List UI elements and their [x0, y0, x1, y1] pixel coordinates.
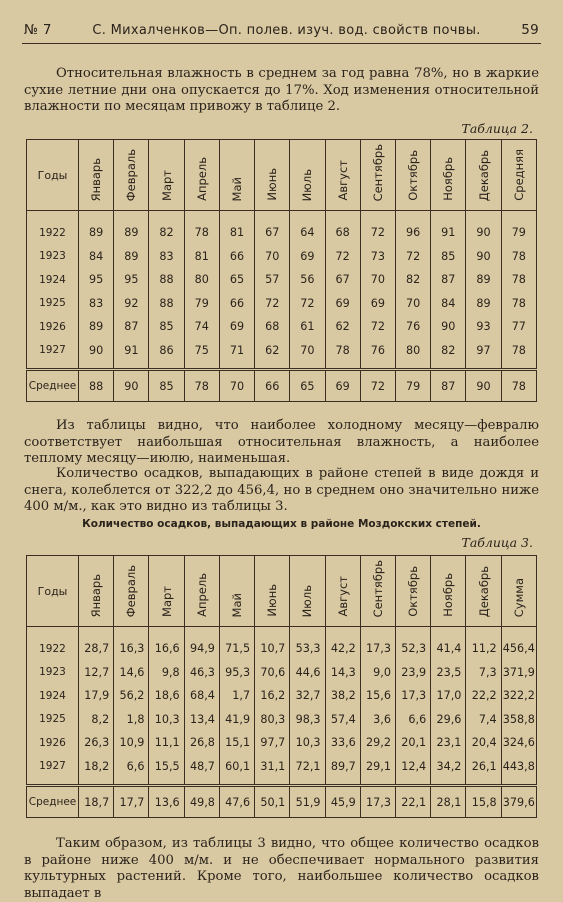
year-cell: 1925 — [27, 292, 79, 316]
table-cell: 22,1 — [395, 786, 430, 818]
table-cell: 22,2 — [466, 684, 501, 708]
table-row — [27, 684, 537, 708]
table-cell: 20,4 — [466, 731, 501, 755]
paragraph-humidity-intro: Относительная влажность в среднем за год равна 78%, но в жаркие сухие летние дни она опускается до 17%. Ход изменения относительной влажности по месяцам привожу в таблице 2. — [24, 66, 539, 114]
column-header — [114, 556, 149, 627]
table-cell: 10,7 — [255, 627, 290, 661]
column-header-years: Годы — [27, 556, 79, 627]
year-cell: 1923 — [27, 661, 79, 685]
table3-title: Количество осадков, выпадающих в районе Моздокских степей. — [82, 518, 481, 530]
table-cell: 72 — [360, 211, 395, 245]
table-cell: 96 — [395, 211, 430, 245]
table-cell: 68 — [255, 315, 290, 339]
paragraph-humidity-conclusion: Из таблицы видно, что наиболее холодному месяцу—февралю соответствует наибольшая относительная влажность, а наиболее теплому месяцу—июлю, наименьшая. — [24, 418, 539, 466]
column-header — [79, 140, 114, 211]
table-cell: 28,7 — [79, 627, 114, 661]
table-row — [27, 627, 537, 661]
table-cell: 94,9 — [184, 627, 219, 661]
column-header-label: Май — [229, 176, 244, 201]
column-header-label: Июнь — [265, 584, 280, 617]
column-header — [501, 140, 536, 211]
column-header — [114, 140, 149, 211]
table-cell: 15,8 — [466, 786, 501, 818]
table-cell: 78 — [184, 370, 219, 402]
table-cell: 68,4 — [184, 684, 219, 708]
table-cell: 79 — [501, 211, 536, 245]
table-cell: 87 — [114, 315, 149, 339]
table-cell: 26,8 — [184, 731, 219, 755]
table-cell: 7,4 — [466, 708, 501, 732]
table-cell: 85 — [149, 370, 184, 402]
year-cell: 1925 — [27, 708, 79, 732]
table-row — [27, 315, 537, 339]
table-cell: 20,1 — [395, 731, 430, 755]
table-cell: 88 — [149, 268, 184, 292]
column-header-label: Октябрь — [406, 566, 421, 617]
column-header — [395, 140, 430, 211]
table-cell: 65 — [219, 268, 254, 292]
table-cell: 29,1 — [360, 755, 395, 786]
table-cell: 17,3 — [360, 786, 395, 818]
table-row — [27, 211, 537, 245]
table-cell: 72 — [360, 370, 395, 402]
column-header — [395, 556, 430, 627]
column-header-label: Май — [229, 592, 244, 617]
table-cell: 80,3 — [255, 708, 290, 732]
year-cell: 1923 — [27, 245, 79, 269]
column-header-label: Июль — [300, 168, 315, 201]
column-header-label: Август — [335, 576, 350, 617]
table-cell: 76 — [395, 315, 430, 339]
column-header-label: Февраль — [124, 564, 139, 617]
table-cell: 90 — [466, 370, 501, 402]
table-cell: 60,1 — [219, 755, 254, 786]
table-cell: 72,1 — [290, 755, 325, 786]
table-cell: 78 — [184, 211, 219, 245]
table-row — [27, 708, 537, 732]
table-cell: 10,3 — [149, 708, 184, 732]
table-cell: 443,8 — [501, 755, 536, 786]
column-header — [501, 556, 536, 627]
table-cell: 68 — [325, 211, 360, 245]
table-cell: 15,1 — [219, 731, 254, 755]
table-cell: 67 — [325, 268, 360, 292]
table-cell: 93 — [466, 315, 501, 339]
table-cell: 15,6 — [360, 684, 395, 708]
table-cell: 50,1 — [255, 786, 290, 818]
table-cell: 15,5 — [149, 755, 184, 786]
table-cell: 69 — [325, 370, 360, 402]
table-cell: 66 — [219, 245, 254, 269]
table-cell: 1,7 — [219, 684, 254, 708]
table-cell: 28,1 — [431, 786, 466, 818]
table-cell: 16,3 — [114, 627, 149, 661]
table-cell: 41,9 — [219, 708, 254, 732]
year-cell: 1926 — [27, 731, 79, 755]
table-cell: 46,3 — [184, 661, 219, 685]
table-cell: 61 — [290, 315, 325, 339]
table-cell: 72 — [290, 292, 325, 316]
table-cell: 358,8 — [501, 708, 536, 732]
table-cell: 75 — [184, 339, 219, 370]
table-cell: 87 — [431, 370, 466, 402]
table-cell: 90 — [431, 315, 466, 339]
table-cell: 70 — [290, 339, 325, 370]
table2-caption: Таблица 2. — [461, 121, 533, 136]
table-cell: 78 — [501, 370, 536, 402]
table-cell: 12,7 — [79, 661, 114, 685]
table-cell: 67 — [255, 211, 290, 245]
table-cell: 97,7 — [255, 731, 290, 755]
table-cell: 31,1 — [255, 755, 290, 786]
table-row — [27, 339, 537, 370]
average-label: Среднее — [27, 786, 79, 818]
table-cell: 82 — [431, 339, 466, 370]
column-header — [360, 556, 395, 627]
paragraph-precipitation-conclusion: Таким образом, из таблицы 3 видно, что общее количество осадков в районе ниже 400 м/м. и не обеспечивает нормального развития культурных растений. Кроме того, наибольшее количество осадков выпадает в — [24, 836, 539, 901]
table-cell: 47,6 — [219, 786, 254, 818]
column-header — [79, 556, 114, 627]
table-cell: 78 — [325, 339, 360, 370]
table-cell: 70 — [395, 292, 430, 316]
table-cell: 57 — [255, 268, 290, 292]
table-cell: 44,6 — [290, 661, 325, 685]
table-cell: 89 — [466, 292, 501, 316]
table-cell: 72 — [360, 315, 395, 339]
table-row — [27, 731, 537, 755]
table3 — [26, 555, 537, 818]
table-cell: 9,8 — [149, 661, 184, 685]
table-cell: 78 — [501, 245, 536, 269]
table-cell: 82 — [149, 211, 184, 245]
table-cell: 26,3 — [79, 731, 114, 755]
table-cell: 74 — [184, 315, 219, 339]
table-cell: 83 — [79, 292, 114, 316]
table-cell: 72 — [395, 245, 430, 269]
table-cell: 17,0 — [431, 684, 466, 708]
column-header-label: Январь — [89, 157, 104, 201]
column-header — [219, 556, 254, 627]
table-cell: 78 — [501, 268, 536, 292]
column-header — [184, 140, 219, 211]
table-cell: 85 — [431, 245, 466, 269]
column-header-label: Декабрь — [476, 149, 491, 201]
table-row — [27, 268, 537, 292]
column-header — [360, 140, 395, 211]
average-row — [27, 370, 537, 402]
table-cell: 82 — [395, 268, 430, 292]
table-cell: 23,1 — [431, 731, 466, 755]
table-cell: 69 — [219, 315, 254, 339]
column-header — [466, 140, 501, 211]
column-header — [431, 556, 466, 627]
table-cell: 77 — [501, 315, 536, 339]
column-header-label: Июнь — [265, 168, 280, 201]
column-header — [325, 556, 360, 627]
table-cell: 70 — [360, 268, 395, 292]
column-header-label: Ноябрь — [441, 157, 456, 201]
table-cell: 70 — [255, 245, 290, 269]
table-cell: 88 — [79, 370, 114, 402]
table-cell: 79 — [395, 370, 430, 402]
table-cell: 62 — [255, 339, 290, 370]
running-title: С. Михалченков—Оп. полев. изуч. вод. свойств почвы. — [92, 23, 481, 38]
table-cell: 52,3 — [395, 627, 430, 661]
table-cell: 89 — [114, 211, 149, 245]
column-header — [149, 140, 184, 211]
table-cell: 379,6 — [501, 786, 536, 818]
average-row — [27, 786, 537, 818]
table2 — [26, 139, 537, 402]
table-cell: 95 — [79, 268, 114, 292]
table-cell: 18,2 — [79, 755, 114, 786]
table-cell: 17,7 — [114, 786, 149, 818]
table-cell: 89,7 — [325, 755, 360, 786]
table-cell: 34,2 — [431, 755, 466, 786]
column-header-label: Сентябрь — [370, 559, 385, 617]
table-cell: 85 — [149, 315, 184, 339]
table-cell: 66 — [219, 292, 254, 316]
table-cell: 81 — [219, 211, 254, 245]
column-header-label: Январь — [89, 573, 104, 617]
table-cell: 10,3 — [290, 731, 325, 755]
table-cell: 17,3 — [360, 627, 395, 661]
year-cell: 1922 — [27, 627, 79, 661]
table-cell: 17,9 — [79, 684, 114, 708]
table-cell: 29,2 — [360, 731, 395, 755]
column-header-label: Февраль — [124, 148, 139, 201]
column-header-label: Март — [159, 586, 174, 617]
table-cell: 70,6 — [255, 661, 290, 685]
table-cell: 79 — [184, 292, 219, 316]
column-header — [290, 556, 325, 627]
column-header — [431, 140, 466, 211]
table-cell: 17,3 — [395, 684, 430, 708]
column-header — [290, 140, 325, 211]
table-cell: 7,3 — [466, 661, 501, 685]
table-cell: 23,5 — [431, 661, 466, 685]
table-cell: 89 — [114, 245, 149, 269]
table-cell: 41,4 — [431, 627, 466, 661]
table-cell: 78 — [501, 339, 536, 370]
column-header-years: Годы — [27, 140, 79, 211]
table-cell: 95 — [114, 268, 149, 292]
table-cell: 1,8 — [114, 708, 149, 732]
table-cell: 51,9 — [290, 786, 325, 818]
table-cell: 10,9 — [114, 731, 149, 755]
column-header-label: Ноябрь — [441, 573, 456, 617]
column-header — [255, 556, 290, 627]
table-cell: 456,4 — [501, 627, 536, 661]
table-cell: 324,6 — [501, 731, 536, 755]
table-cell: 90 — [114, 370, 149, 402]
average-label: Среднее — [27, 370, 79, 402]
table-cell: 42,2 — [325, 627, 360, 661]
table-cell: 11,2 — [466, 627, 501, 661]
table-cell: 16,2 — [255, 684, 290, 708]
table-cell: 65 — [290, 370, 325, 402]
paragraph-precipitation-intro: Количество осадков, выпадающих в районе степей в виде дождя и снега, колеблется от 322,2 до 456,4, но в среднем оно значительно ниже 400 м/м., как это видно из таблицы 3. — [24, 466, 539, 514]
table-cell: 33,6 — [325, 731, 360, 755]
table-cell: 71,5 — [219, 627, 254, 661]
page-number: 59 — [521, 22, 539, 38]
table-cell: 29,6 — [431, 708, 466, 732]
column-header-label: Сентябрь — [370, 143, 385, 201]
table-cell: 48,7 — [184, 755, 219, 786]
table-cell: 95,3 — [219, 661, 254, 685]
table-cell: 69 — [325, 292, 360, 316]
table-cell: 92 — [114, 292, 149, 316]
table-cell: 69 — [360, 292, 395, 316]
table-cell: 9,0 — [360, 661, 395, 685]
table-cell: 12,4 — [395, 755, 430, 786]
year-cell: 1924 — [27, 684, 79, 708]
column-header-label: Октябрь — [406, 150, 421, 201]
table-cell: 26,1 — [466, 755, 501, 786]
table-cell: 70 — [219, 370, 254, 402]
table-row — [27, 755, 537, 786]
table-cell: 90 — [466, 211, 501, 245]
table-cell: 14,6 — [114, 661, 149, 685]
table-cell: 89 — [79, 211, 114, 245]
table-cell: 371,9 — [501, 661, 536, 685]
column-header-label: Сумма — [511, 577, 526, 617]
table-cell: 90 — [79, 339, 114, 370]
year-cell: 1926 — [27, 315, 79, 339]
table-cell: 87 — [431, 268, 466, 292]
column-header — [325, 140, 360, 211]
table-cell: 14,3 — [325, 661, 360, 685]
table-cell: 91 — [114, 339, 149, 370]
table-cell: 322,2 — [501, 684, 536, 708]
table-cell: 76 — [360, 339, 395, 370]
running-head — [24, 22, 539, 38]
table-cell: 88 — [149, 292, 184, 316]
table-cell: 64 — [290, 211, 325, 245]
issue-number: № 7 — [24, 22, 52, 38]
table-cell: 89 — [466, 268, 501, 292]
table-cell: 78 — [501, 292, 536, 316]
column-header — [466, 556, 501, 627]
table-cell: 13,6 — [149, 786, 184, 818]
column-header — [255, 140, 290, 211]
table-cell: 80 — [395, 339, 430, 370]
table-cell: 81 — [184, 245, 219, 269]
table-cell: 62 — [325, 315, 360, 339]
table-cell: 72 — [325, 245, 360, 269]
table3-caption: Таблица 3. — [461, 535, 533, 550]
table-cell: 6,6 — [114, 755, 149, 786]
table-cell: 53,3 — [290, 627, 325, 661]
column-header — [219, 140, 254, 211]
table-cell: 16,6 — [149, 627, 184, 661]
column-header-label: Средняя — [511, 149, 526, 201]
table-cell: 56,2 — [114, 684, 149, 708]
column-header-label: Апрель — [194, 573, 209, 617]
table-row — [27, 245, 537, 269]
column-header — [149, 556, 184, 627]
column-header-label: Август — [335, 160, 350, 201]
table-cell: 57,4 — [325, 708, 360, 732]
year-cell: 1927 — [27, 755, 79, 786]
table-cell: 98,3 — [290, 708, 325, 732]
header-rule — [22, 43, 541, 44]
column-header — [184, 556, 219, 627]
table-cell: 72 — [255, 292, 290, 316]
table-cell: 84 — [431, 292, 466, 316]
table-cell: 13,4 — [184, 708, 219, 732]
table-cell: 49,8 — [184, 786, 219, 818]
table-cell: 8,2 — [79, 708, 114, 732]
table-cell: 56 — [290, 268, 325, 292]
table-cell: 3,6 — [360, 708, 395, 732]
table-cell: 69 — [290, 245, 325, 269]
table-cell: 11,1 — [149, 731, 184, 755]
table-cell: 18,7 — [79, 786, 114, 818]
year-cell: 1922 — [27, 211, 79, 245]
table-cell: 91 — [431, 211, 466, 245]
table-cell: 97 — [466, 339, 501, 370]
table-cell: 86 — [149, 339, 184, 370]
table-cell: 89 — [79, 315, 114, 339]
year-cell: 1927 — [27, 339, 79, 370]
column-header-label: Март — [159, 170, 174, 201]
table-cell: 73 — [360, 245, 395, 269]
table-cell: 84 — [79, 245, 114, 269]
column-header-label: Апрель — [194, 157, 209, 201]
table-cell: 38,2 — [325, 684, 360, 708]
table-cell: 6,6 — [395, 708, 430, 732]
table-cell: 83 — [149, 245, 184, 269]
table-cell: 18,6 — [149, 684, 184, 708]
table-row — [27, 661, 537, 685]
table-cell: 80 — [184, 268, 219, 292]
table-cell: 23,9 — [395, 661, 430, 685]
table-cell: 45,9 — [325, 786, 360, 818]
table-cell: 90 — [466, 245, 501, 269]
column-header-label: Декабрь — [476, 565, 491, 617]
column-header-label: Июль — [300, 584, 315, 617]
table-cell: 71 — [219, 339, 254, 370]
table-row — [27, 292, 537, 316]
year-cell: 1924 — [27, 268, 79, 292]
table-cell: 66 — [255, 370, 290, 402]
table-cell: 32,7 — [290, 684, 325, 708]
